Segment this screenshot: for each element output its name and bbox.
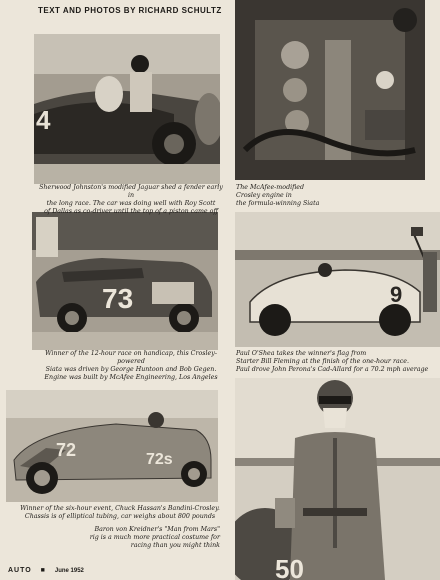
caption-line: Sherwood Johnston's modified Jaguar shed a fender early in [39, 184, 223, 199]
caption-line: racing than you might think [130, 542, 220, 549]
caption-line: Starter Bill Fleming at the finish of the one-hour race. [236, 358, 409, 365]
photo-cad-allard-finish [235, 212, 440, 347]
caption-line: Chassis is of elliptical tubing, car weighs about 800 pounds [24, 513, 216, 520]
caption-man-from-mars [60, 526, 220, 550]
caption-cad-allard [236, 350, 436, 374]
car-number-72s: 72s [146, 451, 173, 468]
caption-line: Siata was driven by George Huntoon and Bob Gegen. [45, 366, 217, 373]
caption-line: Baron von Kreidner's "Man from Mars" [94, 526, 220, 533]
bullet-separator: ■ [40, 567, 46, 574]
caption-siata [36, 350, 226, 382]
page-footer [8, 567, 84, 574]
caption-line: the formula-winning Siata [236, 200, 320, 207]
caption-line: rig is a much more practical costume for [89, 534, 220, 541]
car-number-72: 72 [56, 440, 77, 460]
car-number-4: 4 [36, 105, 51, 135]
car-number-73: 73 [102, 283, 134, 314]
caption-engine [236, 184, 346, 208]
byline: TEXT AND PHOTOS BY RICHARD SCHULTZ [38, 6, 222, 15]
issue-date: June 1952 [54, 568, 84, 574]
photo-man-from-mars [235, 378, 440, 580]
caption-line: Paul O'Shea takes the winner's flag from [236, 350, 367, 357]
caption-line: Winner of the six-hour event, Chuck Hassan's Bandini-Crosley. [20, 505, 220, 512]
caption-line: of Dallas as co-driver until the top of a piston came off [44, 208, 218, 215]
caption-jaguar [36, 184, 226, 216]
photo-bandini-crosley [6, 390, 218, 502]
caption-line: Engine was built by McAfee Engineering, Los Angeles [44, 374, 218, 381]
magazine-name: AUTO [8, 567, 32, 574]
caption-line: Crosley engine in [236, 192, 292, 199]
car-number-9: 9 [390, 282, 403, 307]
caption-line: Winner of the 12-hour race on handicap, this Crosley-powered [45, 350, 217, 365]
caption-line: The McAfee-modified [236, 184, 305, 191]
caption-line: the long race. The car was doing well with Roy Scott [46, 200, 216, 207]
photo-siata-73 [32, 212, 218, 350]
caption-bandini [14, 505, 226, 521]
photo-jaguar-pit [34, 34, 220, 184]
photo-crosley-engine [235, 0, 425, 180]
caption-line: Paul drove John Perona's Cad-Allard for a 70.2 mph average [236, 366, 429, 373]
car-number-50: 50 [275, 554, 304, 580]
